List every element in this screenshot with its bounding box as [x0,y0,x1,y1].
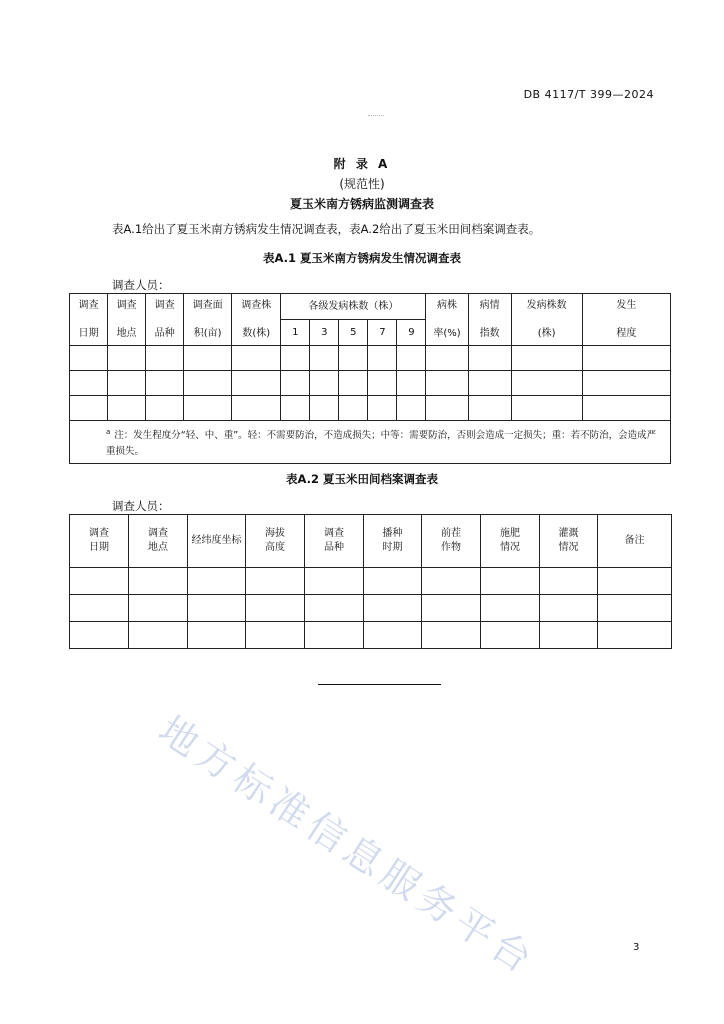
watermark: 地方标准信息服务平台 [151,707,545,985]
t1-header-index: 病情 指数 [468,294,511,346]
table-row [70,595,672,622]
table-row [70,346,671,371]
end-rule [318,684,441,685]
page-number: 3 [633,942,640,953]
t2-header-location: 调查 地点 [129,515,188,568]
t2-header-date: 调查 日期 [70,515,129,568]
standard-code: DB 4117/T 399—2024 [523,88,654,101]
decorative-dots [368,115,384,117]
t1-grade-3: 3 [310,320,339,346]
t1-grade-5: 5 [339,320,368,346]
table1-occurrence-survey [69,293,671,464]
t2-header-sowing: 播种 时期 [364,515,422,568]
t1-header-area: 调查面 积(亩) [184,294,232,346]
appendix-label: 附 录 A [333,157,391,171]
table-row [70,622,672,649]
table2-field-record [69,514,672,649]
appendix-title: 夏玉米南方锈病监测调查表 [289,197,434,211]
t2-header-fertilization: 施肥 情况 [481,515,540,568]
t2-header-altitude: 海拔 高度 [246,515,305,568]
t1-grade-9: 9 [397,320,426,346]
t1-grade-7: 7 [368,320,397,346]
table-row [70,568,672,595]
t1-grade-1: 1 [281,320,310,346]
table2-caption: 表A.2 夏玉米田间档案调查表 [286,472,438,486]
t1-header-diseased: 发病株数 (株) [511,294,582,346]
table-row [70,396,671,421]
t2-header-coordinates: 经纬度坐标 [188,515,246,568]
table-row [70,371,671,396]
table1-investigator-label: 调查人员： [112,278,170,292]
t1-header-variety: 调查 品种 [146,294,184,346]
t1-header-location: 调查 地点 [108,294,146,346]
table1-caption: 表A.1 夏玉米南方锈病发生情况调查表 [263,251,461,265]
t1-header-grade-group: 各级发病株数（株） [281,294,426,320]
table2-investigator-label: 调查人员： [112,499,170,513]
t1-header-degree: 发生 程度 [582,294,670,346]
t2-header-remarks: 备注 [598,515,672,568]
t1-header-date: 调查 日期 [70,294,108,346]
intro-paragraph: 表A.1给出了夏玉米南方锈病发生情况调查表，表A.2给出了夏玉米田间档案调查表。 [112,222,541,236]
footnote-marker: a [106,428,111,436]
t1-header-plants: 调查株 数(株) [232,294,281,346]
t2-header-irrigation: 灌溉 情况 [540,515,598,568]
appendix-normative: (规范性) [339,177,385,191]
t1-footnote: $^a$ 注：发生程度分“轻、中、重”。轻：不需要防治，不造成损失；中等：需要防治，否则会造成一定损失；重：若不防治，会造成严重损失。 [70,421,671,464]
t2-header-variety: 调查 品种 [305,515,364,568]
t2-header-previous-crop: 前茬 作物 [422,515,481,568]
t1-header-rate: 病株 率(%) [426,294,468,346]
